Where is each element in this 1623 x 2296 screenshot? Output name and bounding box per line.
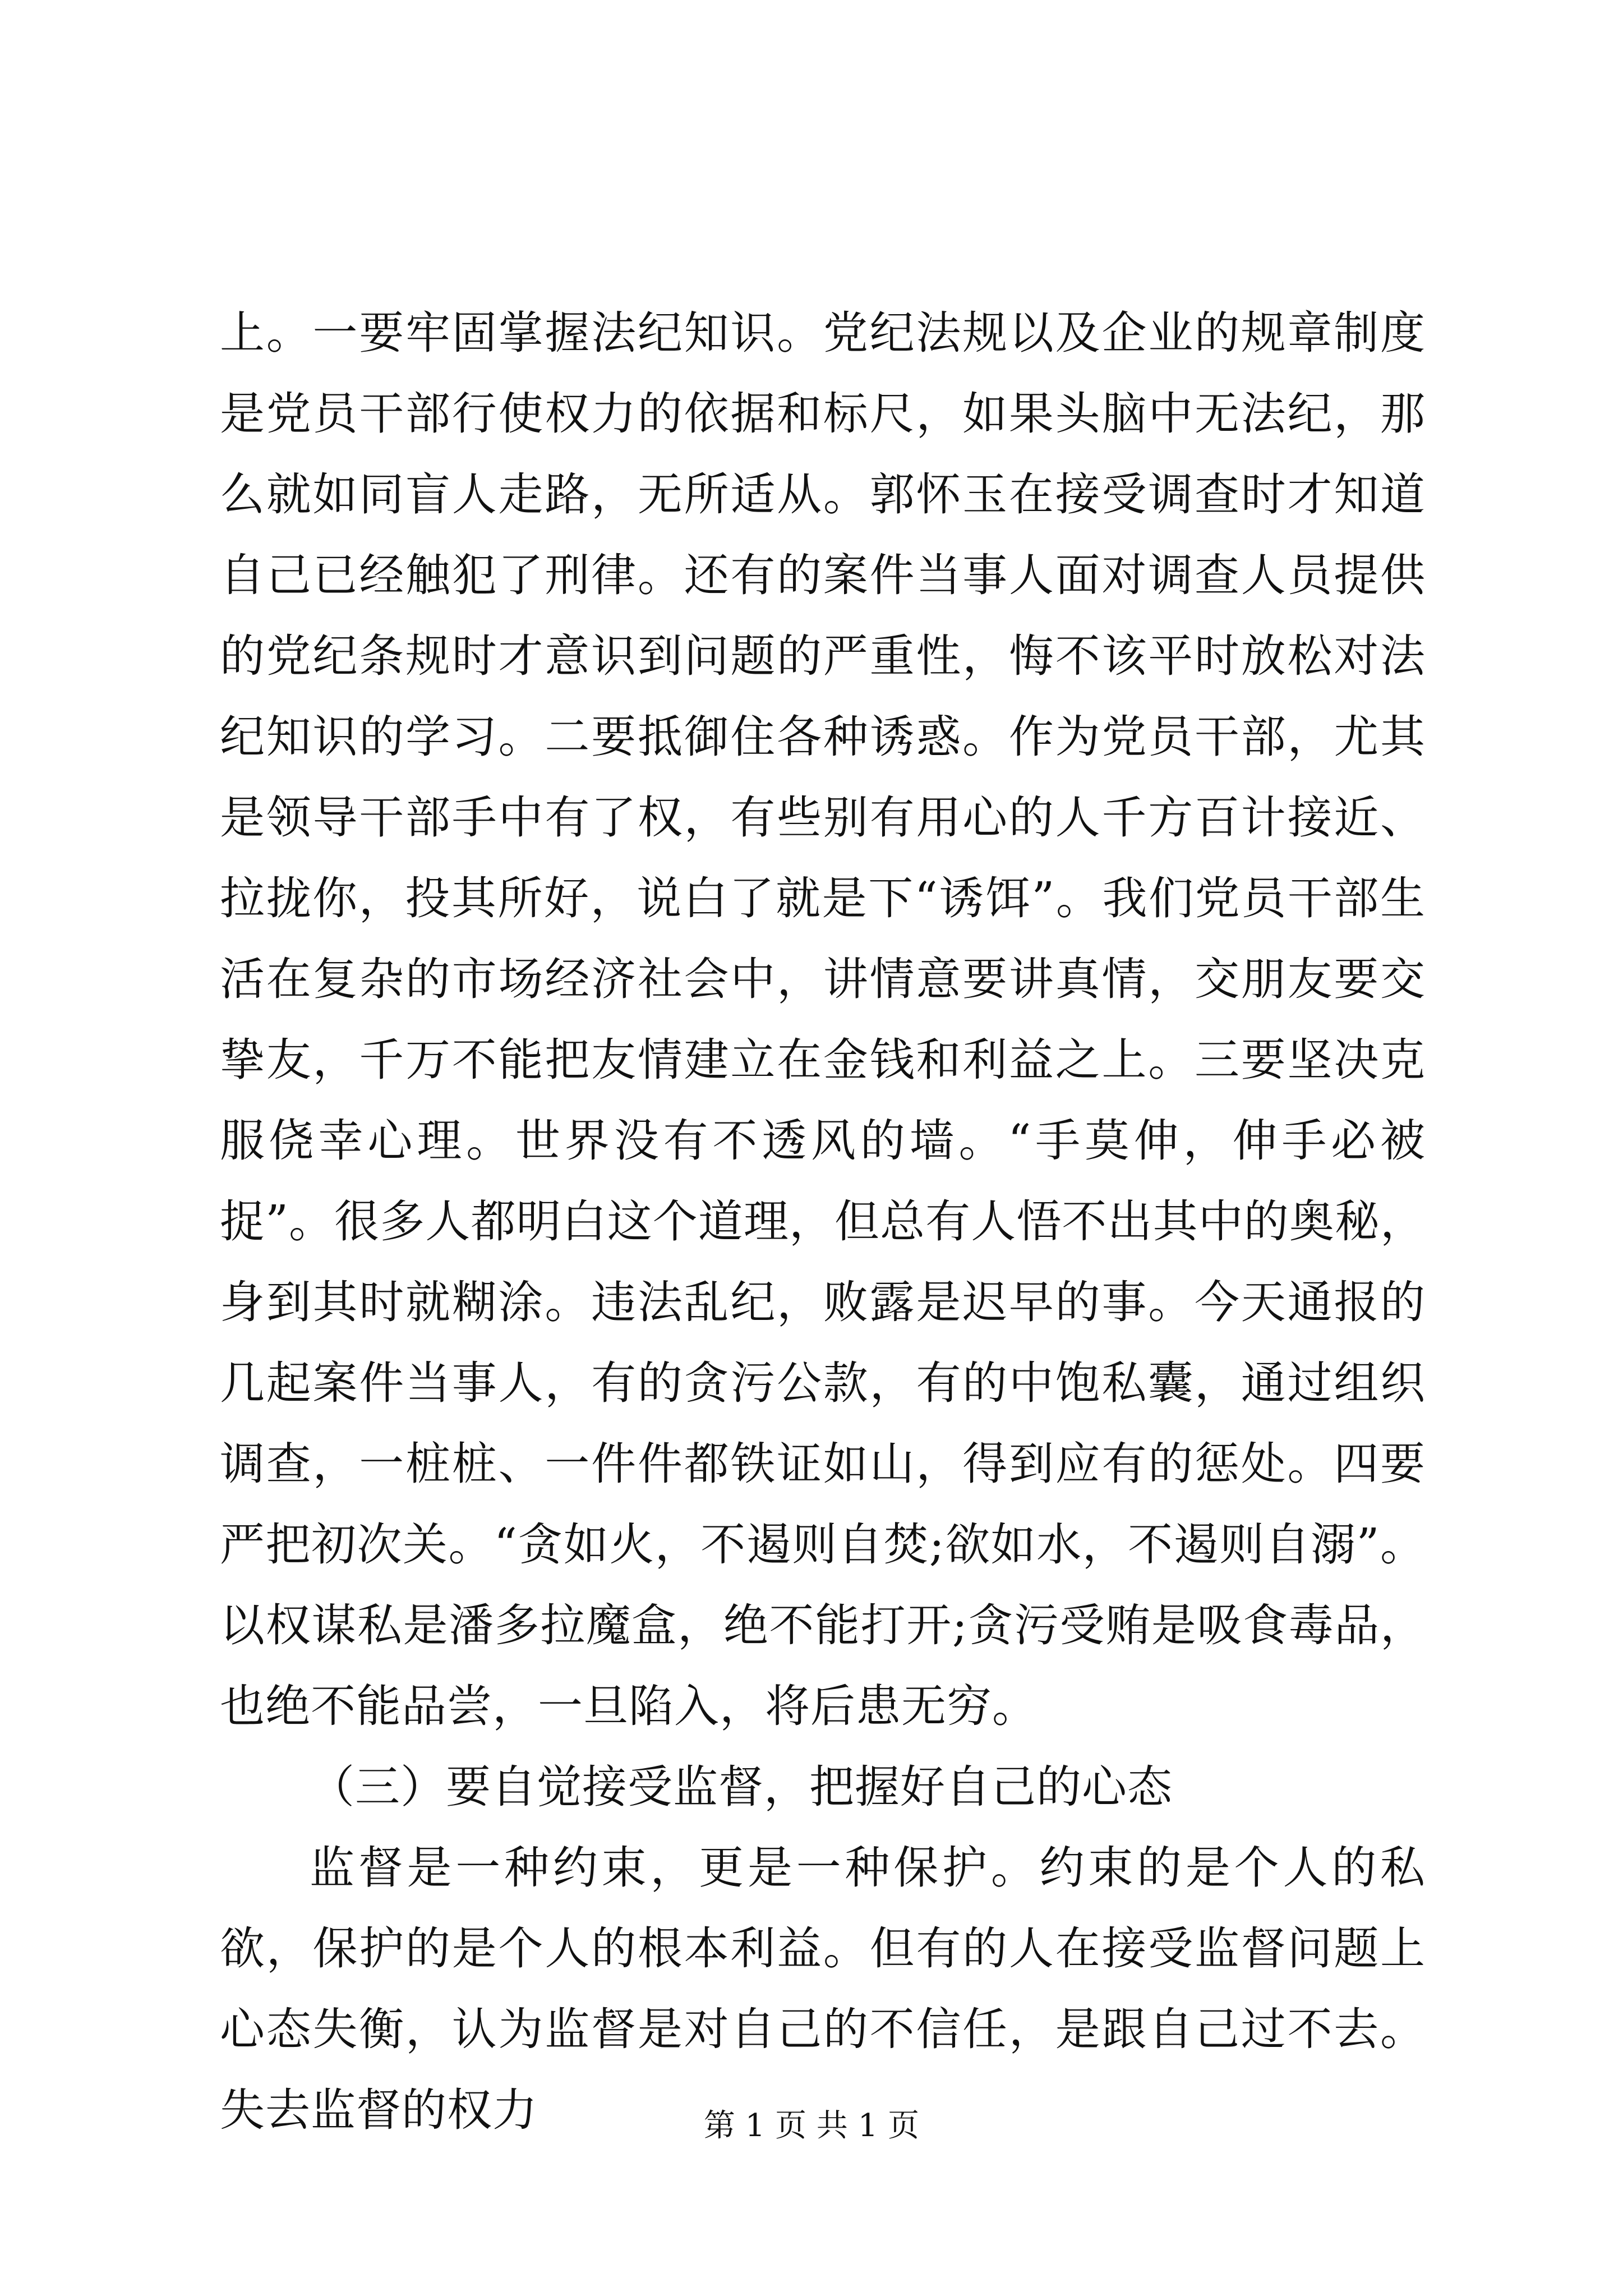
page-number-label: 第 1 页 共 1 页	[703, 2108, 920, 2144]
document-body	[220, 293, 1426, 2151]
section-heading: （三）要自觉接受监督，把握好自己的心态	[310, 1761, 1173, 1813]
page-footer	[0, 2106, 1623, 2146]
paragraph-supervision: 监督是一种约束，更是一种保护。约束的是个人的私欲，保护的是个人的根本利益。但有的人在接受监督问题上心态失衡，认为监督是对自己的不信任，是跟自己过不去。失去监督的权力	[220, 1842, 1426, 2136]
paragraph-continuation: 上。一要牢固掌握法纪知识。党纪法规以及企业的规章制度是党员干部行使权力的依据和标尺，如果头脑中无法纪，那么就如同盲人走路，无所适从。郭怀玉在接受调查时才知道自己已经触犯了刑律。还有的案件当事人面对调查人员提供的党纪条规时才意识到问题的严重性，悔不该平时放松对法纪知识的学习。二要抵御住各种诱惑。作为党员干部，尤其是领导干部手中有了权，有些别有用心的人千方百计接近、拉拢你，投其所好，说白了就是下“诱饵”。我们党员干部生活在复杂的市场经济社会中，讲情意要讲真情，交朋友要交挚友，千万不能把友情建立在金钱和利益之上。三要坚决克服侥幸心理。世界没有不透风的墙。“手莫伸，伸手必被捉”。很多人都明白这个道理，但总有人悟不出其中的奥秘，身到其时就糊涂。违法乱纪，败露是迟早的事。今天通报的几起案件当事人，有的贪污公款，有的中饱私囊，通过组织调查，一桩桩、一件件都铁证如山，得到应有的惩处。四要严把初次关。“贪如火，不遏则自焚;欲如水，不遏则自溺”。以权谋私是潘多拉魔盒，绝不能打开;贪污受贿是吸食毒品，也绝不能品尝，一旦陷入，将后患无穷。	[220, 307, 1426, 1732]
